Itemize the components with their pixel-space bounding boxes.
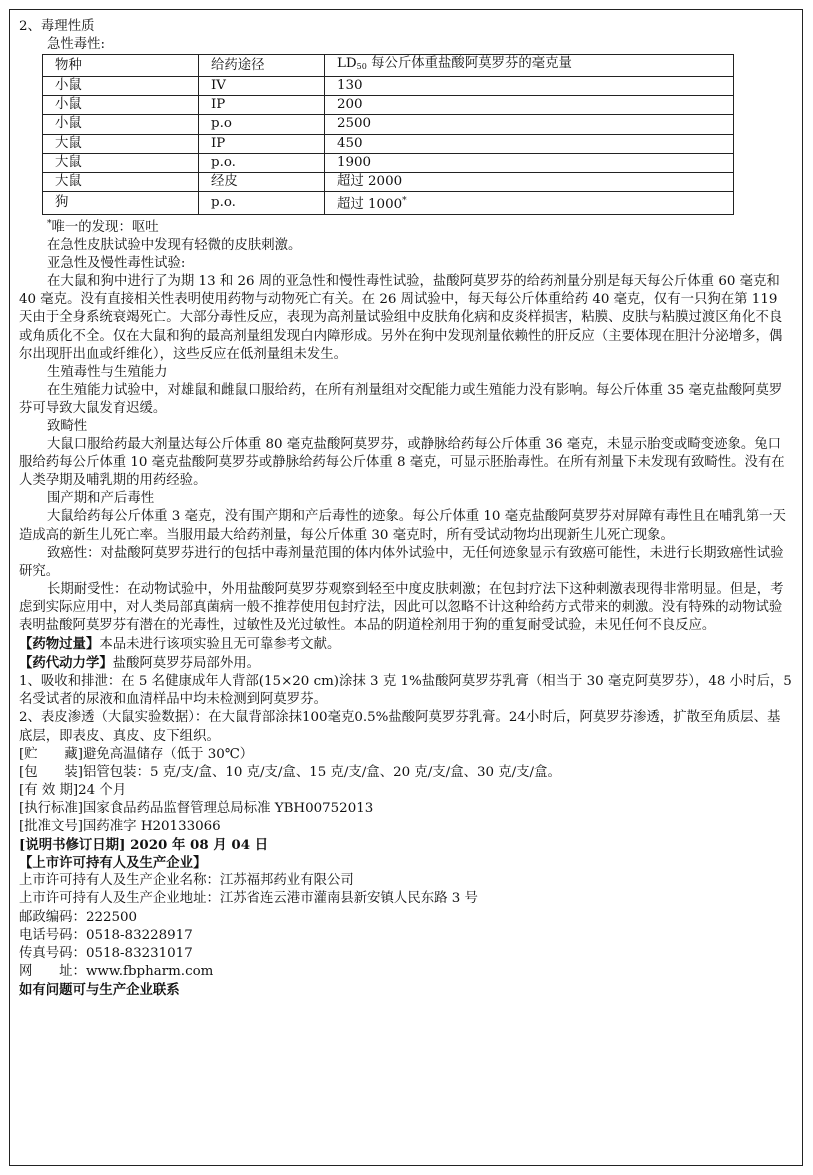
table-row [43,96,734,115]
ld-subscript: 50 [356,62,367,72]
acute-toxicity-table [42,54,734,215]
cell-route: IP [199,96,325,115]
cell-species: 小鼠 [43,115,199,134]
overdose-label: 【药物过量】 [19,636,100,653]
overdose-section [19,635,792,654]
skin-note: 在急性皮肤试验中发现有轻微的皮肤刺激。 [47,238,302,254]
cell-dose: 450 [325,134,734,153]
validity-label: [有 效 期] [19,782,79,798]
cell-route: IP [199,134,325,153]
table-row [43,77,734,96]
leaflet-content [19,18,792,999]
company-name-label: 上市许可持有人及生产企业名称： [19,873,220,889]
ld-suffix: 每公斤体重盐酸阿莫罗芬的毫克量 [366,56,572,72]
subacute-text: 在大鼠和狗中进行了为期 13 和 26 周的亚急性和慢性毒性试验，盐酸阿莫罗芬的给药剂量分别是每天每公斤体重 60 毫克和 40 毫克。没有直接相关性表明使用药物与动物死亡有关。在 26 周试验中，每天每公斤体重给药 40 毫克，仅有一只狗在第 119 天由于全身系统衰竭死亡。大部分毒性反应，表现为高剂量试验组中皮肤角化病和皮炎样损害，粘膜、皮肤与粘膜过渡区角化不良或角质化不全。仅在大鼠和狗的最高剂量组发现白内障形成。另外在狗中发现剂量依赖性的肝反应（主要体现在胆汁分泌增多，偶尔出现肝出血或纤维化），这些反应在低剂量组未发生。 [19,274,783,362]
cell-species: 小鼠 [43,96,199,115]
cell-route: IV [199,77,325,96]
approval-label: [批准文号] [19,819,84,835]
revision-label: [说明书修订日期] [19,837,126,854]
pk-label: 【药代动力学】 [19,655,113,672]
reproduction-heading: 生殖毒性与生殖能力 [47,364,168,380]
standard-label: [执行标准] [19,800,84,816]
company-heading: 【上市许可持有人及生产企业】 [19,855,207,872]
pk-item-1: 1、吸收和排泄：在 5 名健康成年人背部(15×20 cm)涂抹 3 克 1%盐酸阿莫罗芬乳膏（相当于 30 毫克阿莫罗芬），48 小时后，5 名受试者的尿液和血清样品中均未检测到阿莫罗芬。 [19,674,792,708]
standard-text: 国家食品药品监督管理总局标准 YBH00752013 [83,800,374,816]
cell-dose: 200 [325,96,734,115]
company-address-row [19,890,792,908]
cell-species: 大鼠 [43,153,199,172]
package-label: [包 装] [19,764,84,780]
cell-route: p.o. [199,153,325,172]
package-text: 铝管包装：5 克/支/盒、10 克/支/盒、15 克/支/盒、20 克/支/盒、30 克/支/盒。 [83,764,561,780]
overdose-text: 本品未进行该项实验且无可靠参考文献。 [99,637,341,653]
validity-row [19,782,792,800]
cell-dose: 1900 [325,153,734,172]
cell-dose: 130 [325,77,734,96]
cell-species: 大鼠 [43,134,199,153]
storage-text: 避免高温储存（低于 30℃） [83,746,254,762]
zip-code: 222500 [85,909,138,925]
storage-label: [贮 藏] [19,746,84,762]
ld-prefix: LD [337,56,357,72]
zip-label: 邮政编码： [19,909,86,925]
carcinogenicity-text: 致癌性：对盐酸阿莫罗芬进行的包括中毒剂量范围的体内体外试验中，无任何迹象显示有致癌可能性，未进行长期致癌性试验研究。 [19,545,784,579]
cell-species: 小鼠 [43,77,199,96]
cell-dose [325,191,734,214]
company-address: 江苏省连云港市灌南县新安镇人民东路 3 号 [219,891,478,907]
zip-row [19,909,792,927]
footnote-text: 唯一的发现：呕吐 [51,219,159,235]
company-name: 江苏福邦药业有限公司 [219,873,354,889]
perinatal-heading: 围产期和产后毒性 [47,491,155,507]
reproduction-text: 在生殖能力试验中，对雄鼠和雌鼠口服给药，在所有剂量组对交配能力或生殖能力没有影响。每公斤体重 35 毫克盐酸阿莫罗芬可导致大鼠发育迟缓。 [19,382,783,416]
tolerance-text: 长期耐受性：在动物试验中，外用盐酸阿莫罗芬观察到轻至中度皮肤刺激；在包封疗法下这种刺激表现得非常明显。但是，考虑到实际应用中，对人类局部真菌病一般不推荐使用包封疗法，因此可以忽略不计这种给药方式带来的刺激。没有特殊的动物试验表明盐酸阿莫罗芬有潜在的光毒性，过敏性及光过敏性。本品的阴道栓剂用于狗的重复耐受试验，未见任何不良反应。 [19,581,784,633]
company-name-row [19,872,792,890]
cell-route: p.o [199,115,325,134]
table-row [43,172,734,191]
table-row [43,191,734,214]
dose-value: 超过 1000 [337,196,403,212]
table-footnote [19,215,792,237]
toxicology-heading: 2、毒理性质 [19,19,95,34]
pk-section [19,654,792,673]
pk-item-2: 2、表皮渗透（大鼠实验数据）：在大鼠背部涂抹100毫克0.5%盐酸阿莫罗芬乳膏。24小时后，阿莫罗芬渗透，扩散至角质层、基底层，即表皮、真皮、皮下组织。 [19,710,781,744]
footnote-mark: * [47,218,52,229]
table-row [43,153,734,172]
teratogenicity-heading: 致畸性 [47,418,88,434]
revision-row [19,836,792,854]
cell-route: p.o. [199,191,325,214]
table-header-row [43,55,734,77]
perinatal-text: 大鼠给药每公斤体重 3 毫克，没有围产期和产后毒性的迹象。每公斤体重 10 毫克盐酸阿莫罗芬对屏障有毒性且在哺乳第一天造成高的新生儿死亡率。当服用最大给药剂量，每公斤体重 30 毫克时，所有受试动物均出现新生儿死亡现象。 [19,509,786,543]
leaflet-page [9,9,803,1166]
validity-text: 24 个月 [78,782,127,798]
table-row [43,134,734,153]
website-label: 网 址： [19,963,86,979]
cell-dose: 超过 2000 [325,172,734,191]
cell-species: 狗 [43,191,199,214]
storage-row [19,746,792,764]
approval-text: 国药准字 H20133066 [83,819,221,835]
header-ld50 [325,55,734,77]
package-row [19,764,792,782]
tel-row [19,927,792,945]
revision-date: 2020 年 08 月 04 日 [130,837,269,854]
approval-row [19,818,792,836]
website-link[interactable]: www.fbpharm.com [85,963,214,979]
tel-number: 0518-83228917 [85,927,193,943]
company-address-label: 上市许可持有人及生产企业地址： [19,891,220,907]
header-route: 给药途径 [199,55,325,77]
pk-text: 盐酸阿莫罗芬局部外用。 [112,656,261,672]
subacute-heading: 亚急性及慢性毒性试验: [47,256,186,272]
tel-label: 电话号码： [19,927,86,943]
fax-row [19,945,792,963]
footnote-marker: * [402,195,407,206]
cell-species: 大鼠 [43,172,199,191]
header-species: 物种 [43,55,199,77]
fax-label: 传真号码： [19,945,86,961]
teratogenicity-text: 大鼠口服给药最大剂量达每公斤体重 80 毫克盐酸阿莫罗芬，或静脉给药每公斤体重 36 毫克，未显示胎变或畸变迹象。兔口服给药每公斤体重 10 毫克盐酸阿莫罗芬或静脉给药每公斤体重 8 毫克，可显示胚胎毒性。在所有剂量下未发现有致畸性。没有在人类孕期及哺乳期的用药经验。 [19,437,785,489]
acute-toxicity-heading: 急性毒性: [47,37,106,53]
cell-dose: 2500 [325,115,734,134]
fax-number: 0518-83231017 [85,945,193,961]
standard-row [19,800,792,818]
table-row [43,115,734,134]
cell-route: 经皮 [199,172,325,191]
contact-note: 如有问题可与生产企业联系 [19,981,180,998]
website-row [19,963,792,981]
